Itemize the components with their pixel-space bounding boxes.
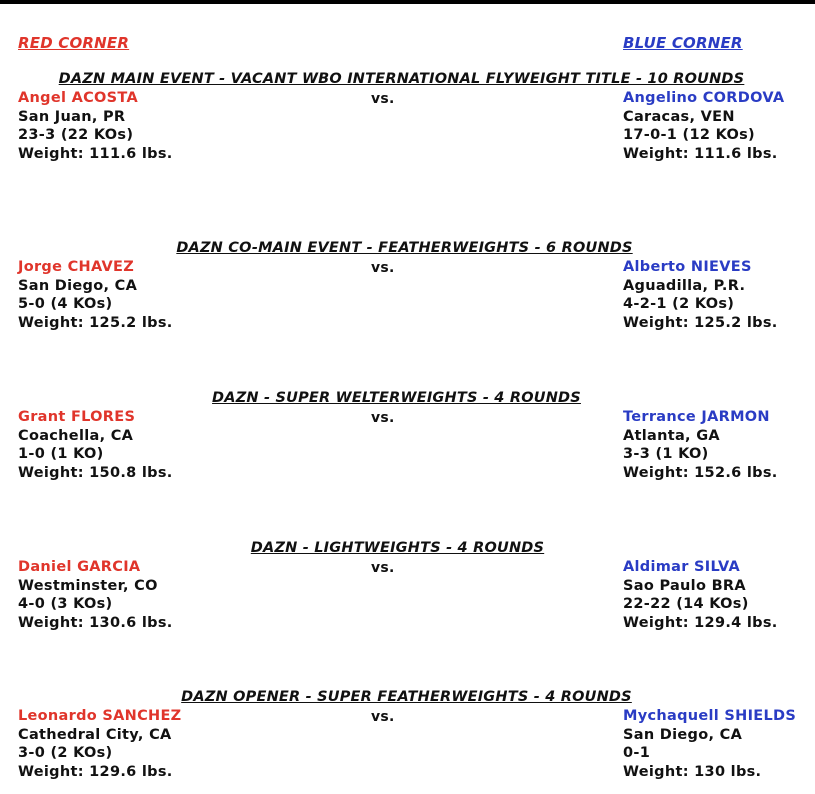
fighter-record: 22-22 (14 KOs)	[623, 596, 749, 613]
fighter-record: 4-2-1 (2 KOs)	[623, 296, 735, 313]
fighter-hometown: Cathedral City, CA	[18, 726, 172, 743]
fighter-weight: Weight: 111.6 lbs.	[18, 146, 173, 163]
fighter-record: 1-0 (1 KO)	[18, 446, 104, 463]
fighter-name: Grant FLORES	[18, 409, 136, 425]
bout-co-main-event	[0, 240, 815, 332]
blue-fighter	[623, 258, 778, 333]
bout-super-welterweights	[0, 390, 815, 482]
top-border	[0, 0, 815, 4]
fighter-record: 0-1	[623, 745, 651, 762]
fighter-hometown: Aguadilla, P.R.	[623, 277, 746, 294]
fighter-record: 23-3 (22 KOs)	[18, 127, 134, 144]
fighter-weight: Weight: 111.6 lbs.	[623, 146, 778, 163]
blue-fighter	[623, 408, 778, 483]
fighter-weight: Weight: 130.6 lbs.	[18, 615, 173, 632]
vs-label: vs.	[371, 91, 395, 107]
fighter-hometown: San Diego, CA	[623, 726, 743, 743]
vs-label: vs.	[371, 709, 395, 725]
red-fighter	[18, 707, 181, 782]
fighter-record: 4-0 (3 KOs)	[18, 596, 113, 613]
red-fighter	[18, 89, 173, 164]
fighter-name: Alberto NIEVES	[623, 259, 752, 275]
red-fighter	[18, 558, 173, 633]
vs-label: vs.	[371, 410, 395, 426]
fighter-name: Angel ACOSTA	[18, 90, 138, 106]
fighter-hometown: San Diego, CA	[18, 277, 138, 294]
fighter-record: 17-0-1 (12 KOs)	[623, 127, 755, 144]
fighter-hometown: San Juan, PR	[18, 108, 126, 125]
bout-title: DAZN CO-MAIN EVENT - FEATHERWEIGHTS - 6 ROUNDS	[176, 240, 633, 256]
bout-title: DAZN MAIN EVENT - VACANT WBO INTERNATIONAL FLYWEIGHT TITLE - 10 ROUNDS	[58, 71, 745, 87]
red-corner-heading: RED CORNER	[18, 34, 130, 52]
blue-fighter	[623, 707, 796, 782]
fighter-hometown: Sao Paulo BRA	[623, 577, 746, 594]
blue-corner-heading: BLUE CORNER	[623, 34, 743, 52]
red-fighter	[18, 258, 173, 333]
fighter-weight: Weight: 125.2 lbs.	[623, 315, 778, 332]
fighter-name: Terrance JARMON	[623, 409, 770, 425]
fighter-name: Jorge CHAVEZ	[18, 259, 135, 275]
bout-title: DAZN - LIGHTWEIGHTS - 4 ROUNDS	[250, 540, 545, 556]
fighter-weight: Weight: 125.2 lbs.	[18, 315, 173, 332]
bout-title: DAZN OPENER - SUPER FEATHERWEIGHTS - 4 ROUNDS	[181, 689, 632, 705]
fighter-weight: Weight: 129.4 lbs.	[623, 615, 778, 632]
fighter-record: 5-0 (4 KOs)	[18, 296, 113, 313]
fighter-hometown: Westminster, CO	[18, 577, 158, 594]
bout-opener	[0, 689, 815, 781]
vs-label: vs.	[371, 260, 395, 276]
fighter-name: Leonardo SANCHEZ	[18, 708, 182, 724]
bout-main-event	[0, 71, 815, 163]
red-fighter	[18, 408, 173, 483]
bout-lightweights	[0, 540, 815, 632]
fighter-name: Angelino CORDOVA	[623, 90, 785, 106]
fighter-name: Daniel GARCIA	[18, 559, 141, 575]
bout-title: DAZN - SUPER WELTERWEIGHTS - 4 ROUNDS	[212, 390, 581, 406]
fighter-weight: Weight: 129.6 lbs.	[18, 764, 173, 781]
fighter-weight: Weight: 152.6 lbs.	[623, 465, 778, 482]
fighter-weight: Weight: 130 lbs.	[623, 764, 762, 781]
fighter-name: Mychaquell SHIELDS	[623, 708, 797, 724]
vs-label: vs.	[371, 560, 395, 576]
fighter-weight: Weight: 150.8 lbs.	[18, 465, 173, 482]
fighter-record: 3-0 (2 KOs)	[18, 745, 113, 762]
fighter-record: 3-3 (1 KO)	[623, 446, 709, 463]
fighter-hometown: Caracas, VEN	[623, 108, 735, 125]
fighter-hometown: Atlanta, GA	[623, 427, 720, 444]
fighter-name: Aldimar SILVA	[623, 559, 741, 575]
blue-fighter	[623, 89, 784, 164]
blue-fighter	[623, 558, 778, 633]
fighter-hometown: Coachella, CA	[18, 427, 134, 444]
